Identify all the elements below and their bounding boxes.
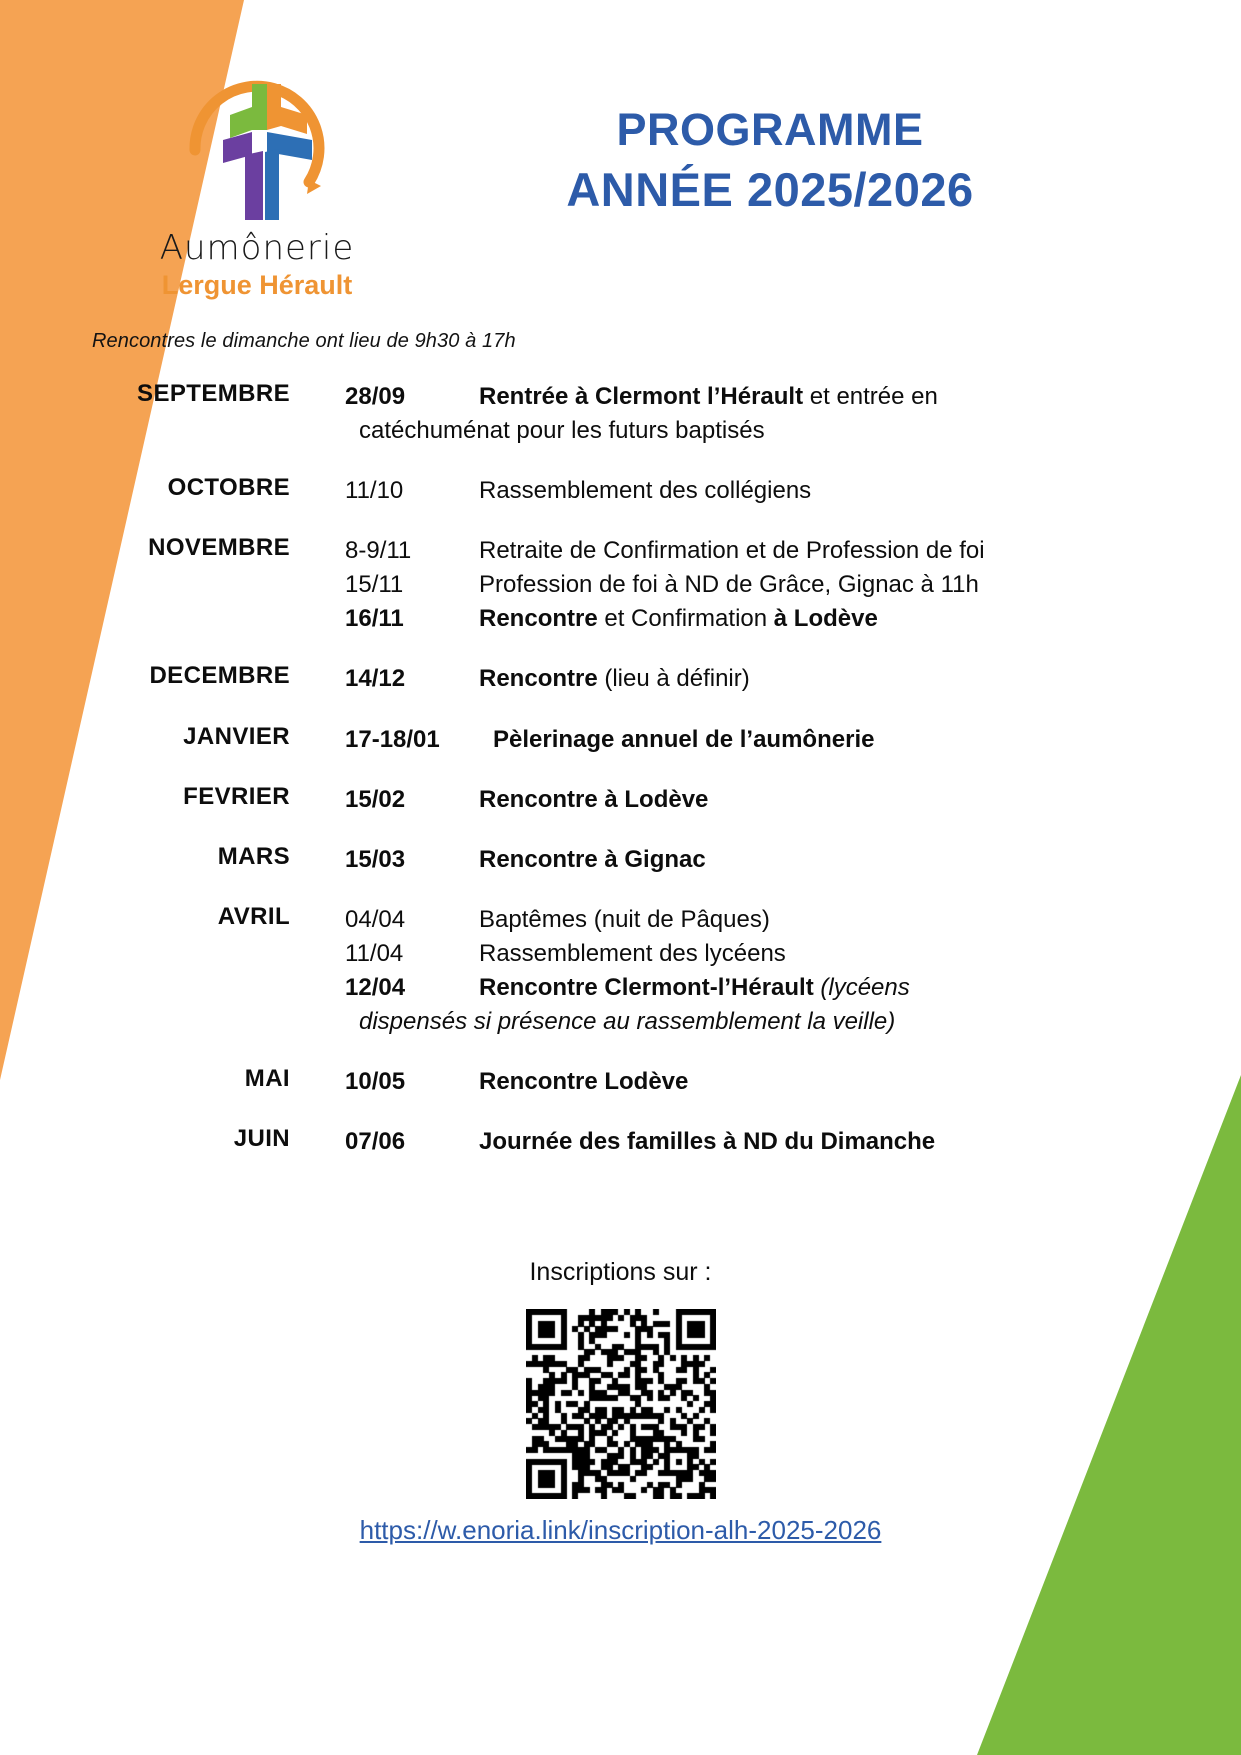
event-description-emphasis: Rencontre à Gignac [479,845,706,873]
event-description [465,1125,935,1159]
event-description [465,534,985,568]
event-description-emphasis-2: à Lodève [773,605,878,633]
schedule-row [0,534,1241,636]
month-label: DECEMBRE [149,662,290,690]
event-description-text: et Confirmation [597,605,774,633]
event-date: 12/04 [345,973,406,1001]
month-label: OCTOBRE [167,474,290,502]
event-date: 11/10 [345,477,404,505]
event-description [465,1065,688,1099]
event-description [475,723,874,757]
event-description-emphasis: Rencontre [479,605,598,633]
event-description [465,602,878,636]
event-description-text: (lycéens [813,973,910,1001]
event-line [290,380,1241,414]
schedule-row [0,783,1241,817]
event-description-text: Retraite de Confirmation et de Profession de foi [479,537,985,565]
event-description [465,971,910,1005]
schedule-row [0,474,1241,508]
event-description-text: Rassemblement des collégiens [479,477,812,505]
month-label: MAI [244,1065,290,1093]
qr-code-wrapper [0,1309,1241,1499]
event-line [290,662,1241,696]
event-line [290,903,1241,937]
event-date: 10/05 [345,1068,406,1096]
event-date: 28/09 [345,383,406,410]
schedule-row [0,662,1241,696]
month-events [290,1125,1241,1159]
logo [152,60,362,320]
schedule-row [0,903,1241,1039]
month-label: JANVIER [183,722,290,750]
month-events [290,783,1241,817]
event-description [465,843,706,877]
footer [0,1258,1241,1546]
event-description-emphasis: Rencontre [479,665,598,693]
event-description-text: (lieu à définir) [597,665,750,693]
title-line-2: ANNÉE 2025/2026 [566,163,974,217]
event-description-emphasis: Pèlerinage annuel de l’aumônerie [493,725,875,753]
event-date: 15/03 [345,845,406,873]
month-label: FEVRIER [183,782,290,810]
event-line [290,971,1241,1005]
event-description-text: Rassemblement des lycéens [479,939,786,967]
logo-cross-icon [157,60,357,232]
intro-note: Rencontres le dimanche ont lieu de 9h30 à 17h [92,330,516,352]
event-line [290,723,1241,757]
inscription-link[interactable]: https://w.enoria.link/inscription-alh-2025-2026 [359,1515,882,1545]
logo-name: Aumônerie [159,228,355,268]
inscriptions-label: Inscriptions sur : [529,1258,712,1286]
month-events [290,903,1241,1039]
month-events [290,474,1241,508]
schedule-row [0,1065,1241,1099]
title-line-1: PROGRAMME [616,104,924,155]
event-description-emphasis: Journée des familles à ND du Dimanche [479,1128,936,1156]
event-description [465,937,786,971]
event-description [465,662,750,696]
month-events [290,662,1241,696]
month-label: SEPTEMBRE [137,380,290,407]
schedule-row [0,843,1241,877]
month-label: NOVEMBRE [148,534,290,562]
schedule-row [0,1125,1241,1159]
qr-code-icon [526,1309,716,1499]
event-continuation: catéchuménat pour les futurs baptisés [359,417,765,445]
schedule-row [0,723,1241,757]
event-date: 16/11 [345,605,404,633]
event-description [465,783,708,817]
event-date: 8-9/11 [345,537,412,565]
event-description-emphasis: Rencontre Lodève [479,1068,689,1096]
event-date: 17-18/01 [345,725,440,753]
month-events [290,843,1241,877]
month-events [290,723,1241,757]
event-date: 15/11 [345,571,404,599]
schedule-row [0,380,1241,448]
event-continuation: dispensés si présence au rassemblement la veille) [359,1008,896,1036]
event-date: 04/04 [345,905,406,933]
event-description [465,474,811,508]
event-date: 07/06 [345,1128,406,1156]
event-description-emphasis: Rentrée à Clermont l’Hérault [479,383,804,410]
event-date: 11/04 [345,939,404,967]
event-description-emphasis: Rencontre Clermont-l’Hérault [479,973,814,1001]
month-label: MARS [217,842,290,870]
month-events [290,1065,1241,1099]
page-title [420,100,1120,221]
event-line [290,843,1241,877]
event-date: 14/12 [345,665,406,693]
event-description-emphasis: Rencontre à Lodève [479,785,709,813]
event-description [465,903,770,937]
event-line [290,783,1241,817]
event-line [290,602,1241,636]
month-label: AVRIL [217,902,290,930]
event-description-text: et entrée en [803,383,938,410]
month-label: JUIN [233,1125,290,1153]
event-line [290,534,1241,568]
event-date: 15/02 [345,785,406,813]
event-line [290,1065,1241,1099]
event-description [465,568,979,602]
event-line [290,474,1241,508]
event-line [290,937,1241,971]
month-events [290,534,1241,636]
event-line [290,1125,1241,1159]
event-description [465,380,938,414]
event-description-text: Baptêmes (nuit de Pâques) [479,905,770,933]
logo-subtitle: Lergue Hérault [161,270,353,300]
month-events [290,380,1241,448]
schedule-list [0,380,1241,1185]
event-description-text: Profession de foi à ND de Grâce, Gignac à 11h [479,571,979,599]
page-header [0,40,1241,300]
event-line [290,568,1241,602]
